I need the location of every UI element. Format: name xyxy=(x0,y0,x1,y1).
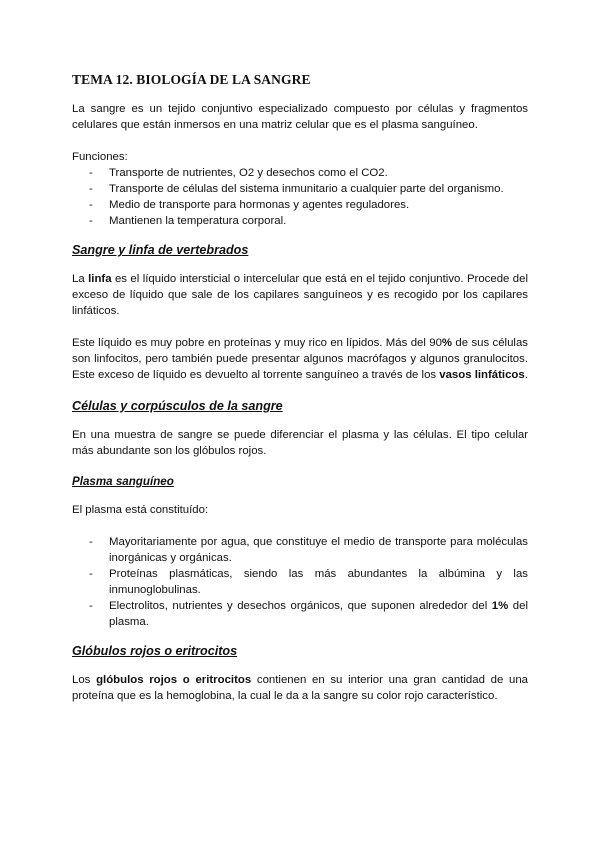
list-item: - Medio de transporte para hormonas y agentes reguladores. xyxy=(72,197,528,213)
page-title: TEMA 12. BIOLOGÍA DE LA SANGRE xyxy=(72,72,311,87)
list-item: - Electrolitos, nutrientes y desechos orgánicos, que suponen alrededor del 1% del plasma. xyxy=(72,598,528,630)
list-item: - Mantienen la temperatura corporal. xyxy=(72,213,528,229)
plasma-list xyxy=(72,534,528,630)
globulos-paragraph: Los glóbulos rojos o eritrocitos contienen en su interior una gran cantidad de una proteína que es la hemoglobina, la cual le da a la sangre su color rojo característico. xyxy=(72,674,528,702)
funciones-label: Funciones: xyxy=(72,151,128,163)
list-item: - Mayoritariamente por agua, que constituye el medio de transporte para moléculas inorgánicas y orgánicas. xyxy=(72,534,528,566)
intro-paragraph: La sangre es un tejido conjuntivo especializado compuesto por células y fragmentos celulares que están inmersos en una matriz celular que es el plasma sanguíneo. xyxy=(72,103,528,131)
linfa-paragraph-2: Este líquido es muy pobre en proteínas y muy rico en lípidos. Más del 90% de sus células son linfocitos, pero también puede presentar algunos macrófagos y algunos granulocitos. Este exceso de líquido es devuelto al torrente sanguíneo a través de los vasos linfáticos. xyxy=(72,337,528,381)
plasma-paragraph: El plasma está constituído: xyxy=(72,504,209,516)
list-item: - Proteínas plasmáticas, siendo las más abundantes la albúmina y las inmunoglobulinas. xyxy=(72,566,528,598)
funciones-list xyxy=(72,165,528,229)
list-item: - Transporte de células del sistema inmunitario a cualquier parte del organismo. xyxy=(72,181,528,197)
heading-globulos-rojos: Glóbulos rojos o eritrocitos xyxy=(72,644,238,658)
linfa-paragraph-1: La linfa es el líquido intersticial o intercelular que está en el tejido conjuntivo. Procede del exceso de líquido que sale de los capilares sanguíneos y es recogido por los capilares linfáticos. xyxy=(72,273,529,317)
list-item: - Transporte de nutrientes, O2 y desechos como el CO2. xyxy=(72,165,528,181)
heading-celulas: Células y corpúsculos de la sangre xyxy=(72,399,283,413)
heading-plasma: Plasma sanguíneo xyxy=(72,475,174,488)
heading-sangre-linfa: Sangre y linfa de vertebrados xyxy=(72,243,249,257)
celulas-paragraph: En una muestra de sangre se puede diferenciar el plasma y las células. El tipo celular más abundante son los glóbulos rojos. xyxy=(72,429,528,457)
